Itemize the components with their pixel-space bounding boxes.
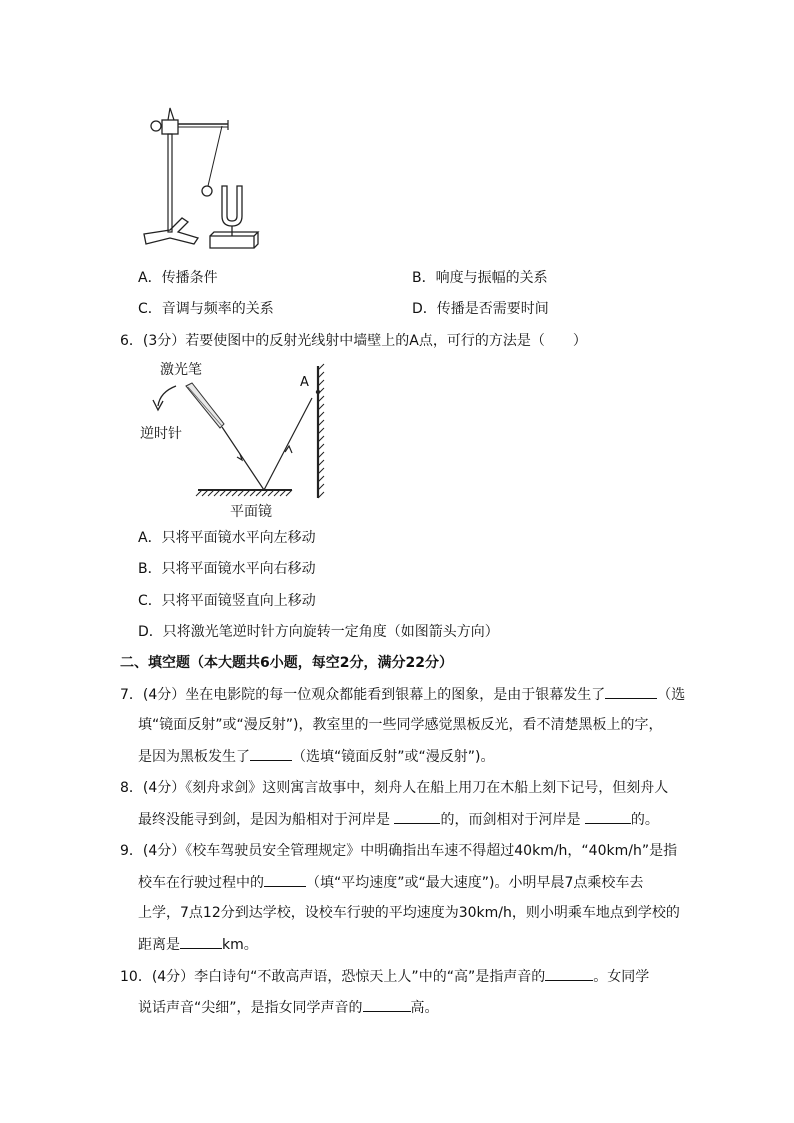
wall	[318, 364, 324, 498]
q5-option-d: D．传播是否需要时间	[412, 301, 549, 317]
plane-mirror	[196, 490, 292, 496]
q6-option-a: A．只将平面镜水平向左移动	[138, 530, 316, 546]
q10-text-1a: 10．(4分）李白诗句“不敢高声语，恐惊天上人”中的“高”是指声音的	[120, 969, 546, 985]
q8-line-2	[138, 809, 659, 830]
q7-line-2: 填“镜面反射”或“漫反射”)，教室里的一些同学感觉黑板反光，看不清楚黑板上的字，	[138, 717, 663, 733]
stand-pole	[168, 134, 172, 232]
ccw-label: 逆时针	[140, 426, 182, 442]
q9-line-1: 9．(4分）《校车驾驶员安全管理规定》中明确指出车速不得超过40km/h，“40km/h”是指	[120, 843, 678, 859]
q7-line-1	[120, 684, 685, 705]
point-a-label: A	[300, 375, 309, 390]
q9-text-2a: 校车在行驶过程中的	[138, 875, 264, 891]
q7-text-1a: 7．(4分）坐在电影院的每一位观众都能看到银幕上的图象，是由于银幕发生了	[120, 687, 606, 703]
q6-option-b: B．只将平面镜水平向右移动	[138, 561, 316, 577]
q9-text-4a: 距离是	[138, 937, 180, 953]
incident-ray	[222, 427, 264, 490]
q6-stem: 6．(3分）若要使图中的反射光线射中墙壁上的A点，可行的方法是（ ）	[120, 333, 587, 349]
q10-text-1b: 。女同学	[593, 969, 650, 985]
q10-line-2	[138, 997, 439, 1018]
ccw-arrow-icon	[158, 386, 176, 406]
q9-blank-2[interactable]	[180, 934, 222, 949]
q6-option-d: D．只将激光笔逆时针方向旋转一定角度（如图箭头方向）	[138, 624, 499, 640]
q7-line-3	[138, 746, 494, 767]
point-a-dot	[316, 390, 320, 394]
q9-text-2b: （填“平均速度”或“最大速度”)。小明早晨7点乘校车去	[306, 875, 644, 891]
q10-blank-2[interactable]	[363, 997, 411, 1012]
q7-blank-2[interactable]	[250, 746, 292, 761]
reflected-ray	[264, 398, 312, 490]
q8-text-2b: 的，而剑相对于河岸是	[440, 812, 581, 828]
laser-pen-icon	[186, 383, 224, 428]
mirror-label: 平面镜	[230, 504, 272, 520]
q10-line-1	[120, 966, 649, 987]
tuning-fork-icon	[222, 186, 242, 226]
pendulum-tuning-fork-figure	[138, 104, 260, 254]
clamp-knob-icon	[151, 121, 161, 131]
q8-line-1: 8．(4分）《刻舟求剑》这则寓言故事中，刻舟人在船上用刀在木船上刻下记号，但刻舟人	[120, 780, 669, 796]
stand-base	[144, 218, 198, 244]
q7-text-3b: （选填“镜面反射”或“漫反射”)。	[292, 749, 495, 765]
q6-option-c: C．只将平面镜竖直向上移动	[138, 593, 316, 609]
q5-option-b: B．响度与振幅的关系	[412, 270, 548, 286]
q10-text-2a: 说话声音“尖细”，是指女同学声音的	[138, 1000, 363, 1016]
q10-blank-1[interactable]	[545, 966, 593, 981]
q9-line-3: 上学，7点12分到达学校，设校车行驶的平均速度为30km/h，则小明乘车地点到学校的	[138, 905, 680, 921]
q9-line-4	[138, 934, 258, 955]
q9-text-4b: km。	[222, 937, 258, 953]
q8-blank-1[interactable]	[394, 809, 440, 824]
q7-text-1b: （选	[657, 687, 686, 703]
q9-blank-1[interactable]	[264, 872, 306, 887]
pendulum-string	[208, 126, 222, 186]
section-2-heading: 二、填空题（本大题共6小题，每空2分，满分22分）	[120, 655, 453, 671]
q9-line-2	[138, 872, 643, 893]
q7-blank-1[interactable]	[605, 684, 657, 699]
tuning-fork-base	[210, 232, 258, 248]
laser-label: 激光笔	[160, 362, 202, 378]
q5-option-a: A．传播条件	[138, 270, 218, 286]
pendulum-ball	[202, 186, 212, 196]
laser-mirror-figure	[136, 356, 336, 522]
q7-text-3a: 是因为黑板发生了	[138, 749, 250, 765]
q5-option-c: C．音调与频率的关系	[138, 301, 274, 317]
q8-text-2a: 最终没能寻到剑，是因为船相对于河岸是	[138, 812, 390, 828]
stand-clamp	[162, 120, 178, 134]
q8-text-2c: 的。	[630, 812, 659, 828]
q8-blank-2[interactable]	[585, 809, 631, 824]
q10-text-2b: 高。	[410, 1000, 439, 1016]
